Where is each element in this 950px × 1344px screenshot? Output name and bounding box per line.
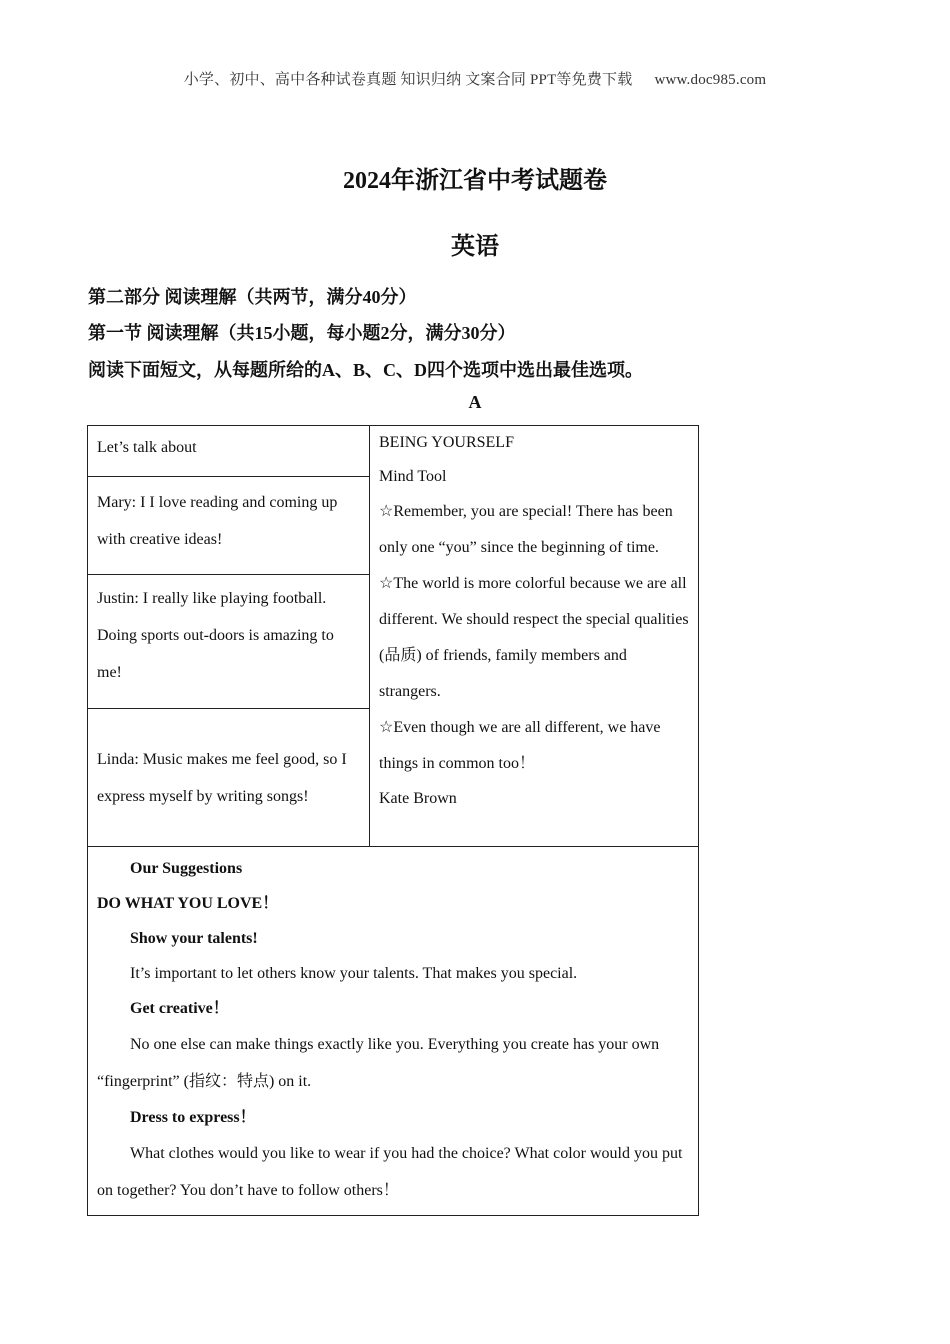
- tip-2-text: No one else can make things exactly like you. Everything you create has your own “fingerprint” (指纹：特点) on it.: [97, 1036, 660, 1090]
- mary-text: Mary: I I love reading and coming up with creative ideas!: [97, 494, 338, 548]
- section-instruction: 第一节 阅读理解（共15小题，每小题2分，满分30分）: [88, 323, 516, 343]
- passage-table: [87, 425, 699, 1216]
- mind-tool-title: BEING YOURSELF: [379, 434, 514, 451]
- header-banner: 小学、初中、高中各种试卷真题 知识归纳 文案合同 PPT等免费下载: [183, 72, 633, 88]
- header-site-link[interactable]: www.doc985.com: [654, 72, 767, 88]
- mind-tool-point-3: ☆Even though we are all different, we have things in common too！: [379, 719, 661, 772]
- tip-2-title: Get creative！: [130, 1000, 229, 1017]
- suggestions-cell: [88, 847, 699, 1216]
- tip-3-text: What clothes would you like to wear if you had the choice? What color would you put on together? You don’t have to follow others！: [97, 1145, 683, 1199]
- mind-tool-point-1: ☆Remember, you are special! There has been only one “you” since the beginning of time.: [379, 503, 673, 556]
- suggestions-motto: DO WHAT YOU LOVE！: [97, 895, 279, 912]
- exam-title: 2024年浙江省中考试题卷: [343, 168, 607, 194]
- exam-subject: 英语: [451, 234, 499, 260]
- justin-cell: [88, 575, 370, 709]
- passage-label: A: [468, 392, 482, 412]
- left-heading-cell: [88, 426, 370, 477]
- mind-tool-subtitle: Mind Tool: [379, 468, 447, 485]
- tip-1-title: Show your talents!: [130, 930, 258, 947]
- part-instruction: 第二部分 阅读理解（共两节，满分40分）: [88, 287, 417, 307]
- mary-cell: [88, 477, 370, 575]
- linda-cell: [88, 709, 370, 847]
- tip-1-text: It’s important to let others know your talents. That makes you special.: [130, 965, 578, 982]
- linda-text: Linda: Music makes me feel good, so I express myself by writing songs!: [97, 750, 347, 805]
- left-heading: Let’s talk about: [97, 439, 197, 456]
- direction-instruction: 阅读下面短文，从每题所给的A、B、C、D四个选项中选出最佳选项。: [88, 360, 643, 380]
- suggestions-heading: Our Suggestions: [130, 860, 243, 877]
- mind-tool-author: Kate Brown: [379, 790, 457, 807]
- mind-tool-cell: [370, 426, 699, 847]
- mind-tool-point-2: ☆The world is more colorful because we are all different. We should respect the special qualities (品质) of friends, family members and strangers.: [379, 575, 689, 700]
- justin-text: Justin: I really like playing football. Doing sports out-doors is amazing to me!: [97, 590, 334, 681]
- page-header: [0, 68, 950, 89]
- tip-3-title: Dress to express！: [130, 1109, 256, 1126]
